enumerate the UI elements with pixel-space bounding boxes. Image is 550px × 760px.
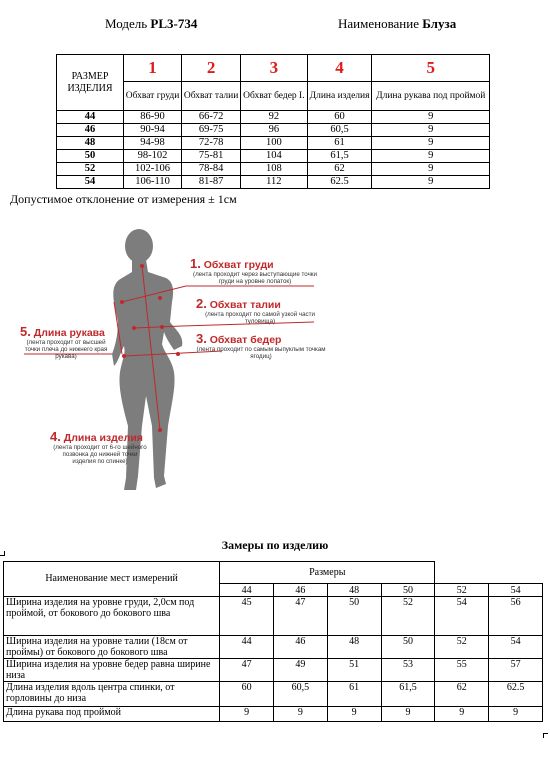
label-hips-num: 3. xyxy=(196,331,207,346)
name-value: Блуза xyxy=(422,16,457,31)
garment-value-cell: 61 xyxy=(327,682,381,707)
col-num-1: 1 xyxy=(124,55,182,82)
col-num-2: 2 xyxy=(182,55,241,82)
label-sleeve-title: Длина рукава xyxy=(33,327,105,339)
measure-cell: 98-102 xyxy=(124,150,182,163)
size-row xyxy=(57,124,490,137)
size-cell: 46 xyxy=(57,124,124,137)
garment-value-cell: 53 xyxy=(381,659,435,682)
size-row xyxy=(57,137,490,150)
measure-cell: 90-94 xyxy=(124,124,182,137)
measure-cell: 9 xyxy=(372,150,490,163)
garment-value-cell: 9 xyxy=(220,707,274,722)
size-cell: 44 xyxy=(57,111,124,124)
garment-value-cell: 52 xyxy=(381,597,435,636)
label-length-desc: (лента проходит от 6-го шейного позвонка до нижней точки изделия по спинке) xyxy=(53,444,147,465)
sizes-label: Размеры xyxy=(220,562,435,584)
model-code: PL3-734 xyxy=(150,16,198,31)
col-num-4: 4 xyxy=(307,55,372,82)
garment-value-cell: 61,5 xyxy=(381,682,435,707)
col-label-3: Обхват бедер I. xyxy=(241,82,308,111)
measure-cell: 78-84 xyxy=(182,163,241,176)
measure-cell: 92 xyxy=(241,111,308,124)
measure-cell: 9 xyxy=(372,163,490,176)
size-header-cell: 52 xyxy=(435,584,489,597)
size-cell: 48 xyxy=(57,137,124,150)
size-header-cell: 54 xyxy=(489,584,543,597)
measure-cell: 102-106 xyxy=(124,163,182,176)
garment-value-cell: 54 xyxy=(435,597,489,636)
garment-table xyxy=(3,561,543,722)
label-waist-desc: (лента проходит по самой узкой части туловища) xyxy=(205,311,315,325)
garment-row xyxy=(4,682,543,707)
garment-row-label: Ширина изделия на уровне бедер равна ширине низа xyxy=(4,659,220,682)
garment-value-cell: 46 xyxy=(273,636,327,659)
measure-cell: 9 xyxy=(372,111,490,124)
col-num-5: 5 xyxy=(372,55,490,82)
size-row xyxy=(57,176,490,189)
measure-cell: 72-78 xyxy=(182,137,241,150)
measure-cell: 62.5 xyxy=(307,176,372,189)
garment-value-cell: 45 xyxy=(220,597,274,636)
col-label-5: Длина рукава под проймой xyxy=(372,82,490,111)
measure-cell: 9 xyxy=(372,176,490,189)
label-waist-num: 2. xyxy=(196,296,207,311)
col-label-2: Обхват талии xyxy=(182,82,241,111)
measure-cell: 112 xyxy=(241,176,308,189)
model-header xyxy=(105,16,197,32)
col-label-1: Обхват груди xyxy=(124,82,182,111)
garment-table-title: Замеры по изделию xyxy=(221,538,329,552)
measure-cell: 62 xyxy=(307,163,372,176)
label-sleeve-num: 5. xyxy=(20,324,31,339)
measure-cell: 9 xyxy=(372,124,490,137)
size-header-cell: 48 xyxy=(327,584,381,597)
measure-cell: 94-98 xyxy=(124,137,182,150)
garment-value-cell: 60 xyxy=(220,682,274,707)
col-num-3: 3 xyxy=(241,55,308,82)
size-row xyxy=(57,150,490,163)
garment-row xyxy=(4,659,543,682)
garment-row-label: Ширина изделия на уровне талии (18см от проймы) от бокового до бокового шва xyxy=(4,636,220,659)
label-sleeve xyxy=(20,324,112,360)
garment-row-label: Ширина изделия на уровне груди, 2,0см под проймой, от бокового до бокового шва xyxy=(4,597,220,636)
measure-cell: 81-87 xyxy=(182,176,241,189)
measure-cell: 75-81 xyxy=(182,150,241,163)
garment-row-label: Длина изделия вдоль центра спинки, от горловины до низа xyxy=(4,682,220,707)
measure-cell: 66-72 xyxy=(182,111,241,124)
col-label-4: Длина изделия xyxy=(307,82,372,111)
garment-row xyxy=(4,636,543,659)
garment-row xyxy=(4,707,543,722)
size-header-cell: 46 xyxy=(273,584,327,597)
measure-cell: 61 xyxy=(307,137,372,150)
size-row xyxy=(57,111,490,124)
label-bust-num: 1. xyxy=(190,256,201,271)
size-header-cell: 50 xyxy=(381,584,435,597)
garment-row-label: Длина рукава под проймой xyxy=(4,707,220,722)
label-length-title: Длина изделия xyxy=(63,432,143,444)
name-label: Наименование xyxy=(338,16,419,31)
garment-value-cell: 57 xyxy=(489,659,543,682)
garment-value-cell: 56 xyxy=(489,597,543,636)
garment-header-label: Наименование мест измерений xyxy=(4,562,220,597)
label-waist-title: Обхват талии xyxy=(209,299,281,311)
size-cell: 54 xyxy=(57,176,124,189)
garment-value-cell: 51 xyxy=(327,659,381,682)
label-length-num: 4. xyxy=(50,429,61,444)
label-bust xyxy=(190,256,320,285)
label-hips-title: Обхват бедер xyxy=(209,334,282,346)
garment-value-cell: 9 xyxy=(273,707,327,722)
garment-value-cell: 60,5 xyxy=(273,682,327,707)
garment-value-cell: 9 xyxy=(381,707,435,722)
size-cell: 50 xyxy=(57,150,124,163)
measure-cell: 61,5 xyxy=(307,150,372,163)
garment-value-cell: 48 xyxy=(327,636,381,659)
garment-value-cell: 50 xyxy=(327,597,381,636)
size-header-cell: 44 xyxy=(220,584,274,597)
garment-value-cell: 49 xyxy=(273,659,327,682)
garment-value-cell: 44 xyxy=(220,636,274,659)
garment-row xyxy=(4,597,543,636)
size-corner-label: РАЗМЕР ИЗДЕЛИЯ xyxy=(57,55,124,111)
measure-cell: 96 xyxy=(241,124,308,137)
label-sleeve-desc: (лента проходит от высшей точки плеча до нижнего края рукава) xyxy=(24,339,108,360)
label-length xyxy=(50,429,150,465)
garment-value-cell: 55 xyxy=(435,659,489,682)
measure-cell: 86-90 xyxy=(124,111,182,124)
garment-value-cell: 54 xyxy=(489,636,543,659)
measure-cell: 69-75 xyxy=(182,124,241,137)
measure-cell: 9 xyxy=(372,137,490,150)
garment-value-cell: 47 xyxy=(273,597,327,636)
measure-cell: 108 xyxy=(241,163,308,176)
measure-cell: 60,5 xyxy=(307,124,372,137)
label-hips xyxy=(196,331,326,360)
garment-value-cell: 52 xyxy=(435,636,489,659)
size-row xyxy=(57,163,490,176)
garment-value-cell: 47 xyxy=(220,659,274,682)
label-bust-title: Обхват груди xyxy=(203,259,274,271)
measure-cell: 100 xyxy=(241,137,308,150)
garment-value-cell: 50 xyxy=(381,636,435,659)
measure-cell: 60 xyxy=(307,111,372,124)
garment-value-cell: 62.5 xyxy=(489,682,543,707)
garment-value-cell: 9 xyxy=(327,707,381,722)
size-cell: 52 xyxy=(57,163,124,176)
label-hips-desc: (лента проходит по самым выпуклым точкам ягодиц) xyxy=(196,346,326,360)
label-waist xyxy=(196,296,324,325)
tolerance-note: Допустимое отклонение от измерения ± 1см xyxy=(10,192,237,206)
garment-value-cell: 62 xyxy=(435,682,489,707)
garment-value-cell: 9 xyxy=(489,707,543,722)
garment-value-cell: 9 xyxy=(435,707,489,722)
measure-cell: 106-110 xyxy=(124,176,182,189)
model-label: Модель xyxy=(105,16,148,31)
measure-cell: 104 xyxy=(241,150,308,163)
size-table xyxy=(56,54,490,189)
name-header xyxy=(338,16,456,32)
label-bust-desc: (лента проходит через выступающие точки груди на уровне лопаток) xyxy=(193,271,317,285)
